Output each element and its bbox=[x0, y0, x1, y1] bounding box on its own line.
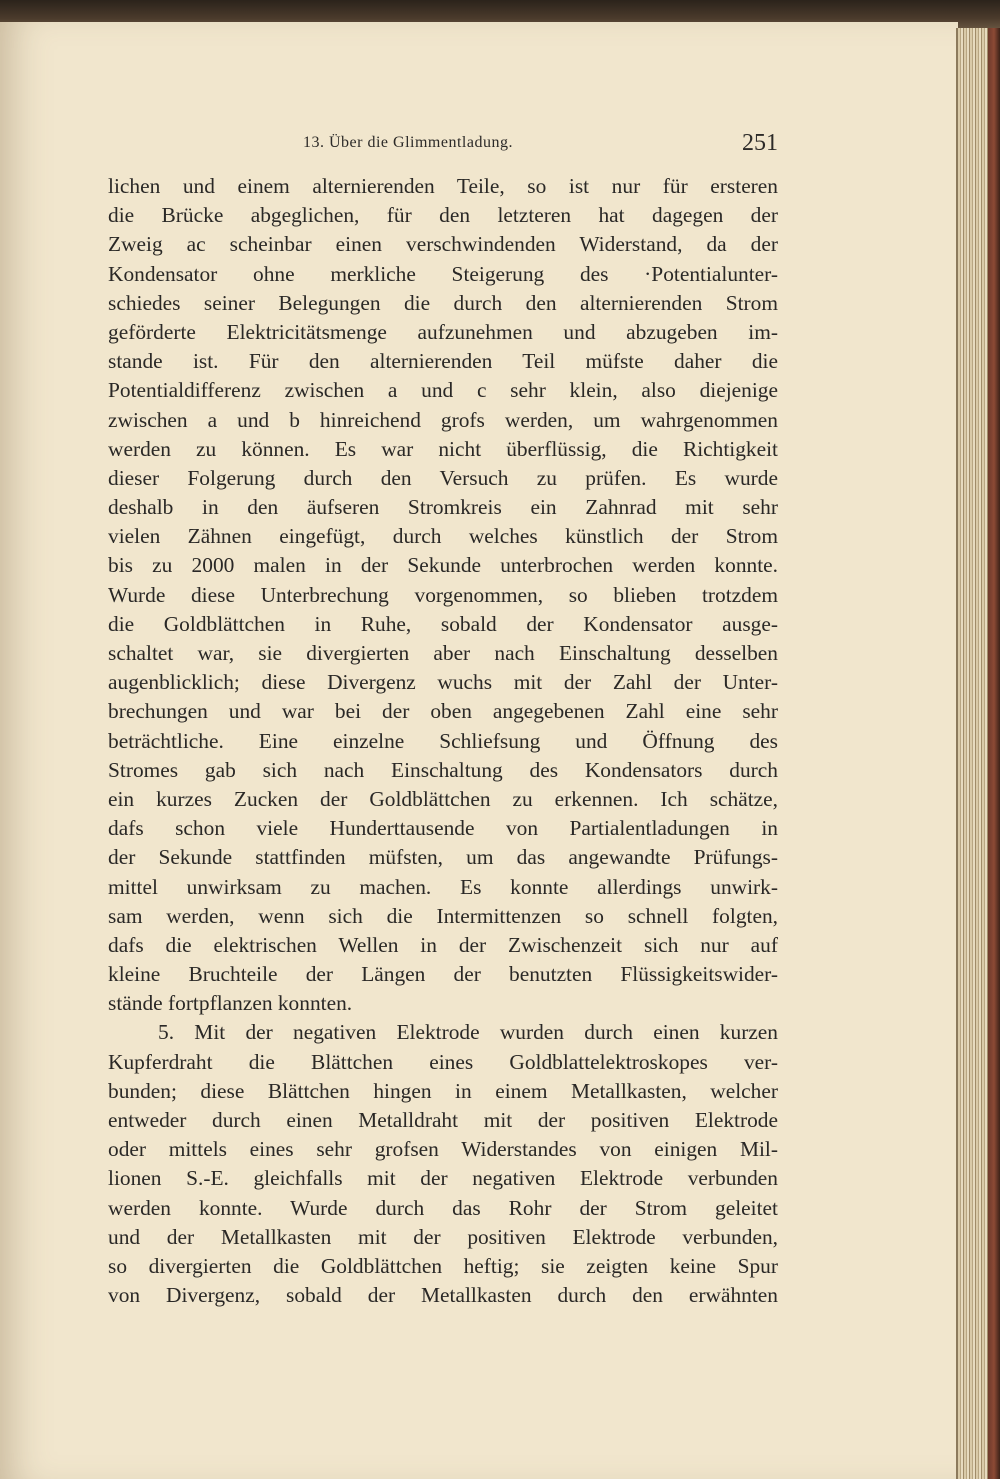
text-line: dieser Folgerung durch den Versuch zu prüfen. Es wurde bbox=[108, 465, 778, 490]
running-head: 13. Über die Glimmentladung. bbox=[303, 134, 513, 151]
page-number: 251 bbox=[742, 130, 778, 156]
text-line: sam werden, wenn sich die Intermittenzen so schnell folgten, bbox=[108, 903, 778, 928]
text-line: die Brücke abgeglichen, für den letzteren hat dagegen der bbox=[108, 203, 778, 228]
text-line: oder mittels eines sehr grofsen Widerstandes von einigen Mil- bbox=[108, 1137, 778, 1162]
text-line: dafs die elektrischen Wellen in der Zwischenzeit sich nur auf bbox=[108, 932, 778, 957]
text-line: lionen S.-E. gleichfalls mit der negativen Elektrode verbunden bbox=[108, 1166, 778, 1191]
text-line: Potentialdifferenz zwischen a und c sehr klein, also diejenige bbox=[108, 378, 778, 403]
text-line: schaltet war, sie divergierten aber nach Einschaltung desselben bbox=[108, 641, 778, 665]
text-line: deshalb in den äufseren Stromkreis ein Zahnrad mit sehr bbox=[108, 495, 778, 520]
page-header bbox=[108, 130, 778, 166]
text-line: geförderte Elektricitätsmenge aufzunehmen und abzugeben im- bbox=[108, 319, 778, 344]
text-line: kleine Bruchteile der Längen der benutzten Flüssigkeitswider- bbox=[108, 962, 778, 987]
body-text bbox=[108, 172, 778, 1310]
text-line: von Divergenz, sobald der Metallkasten durch den erwähnten bbox=[108, 1283, 778, 1308]
text-line: so divergierten die Goldblättchen heftig; sie zeigten keine Spur bbox=[108, 1253, 778, 1278]
text-line: Stromes gab sich nach Einschaltung des Kondensators durch bbox=[108, 757, 778, 782]
text-line: Kondensator ohne merkliche Steigerung des ·Potentialunter- bbox=[108, 261, 778, 286]
text-line: Kupferdraht die Blättchen eines Goldblattelektroskopes ver- bbox=[108, 1049, 778, 1074]
text-line: zwischen a und b hinreichend grofs werden, um wahrgenommen bbox=[108, 407, 778, 432]
text-line: der Sekunde stattfinden müfsten, um das angewandte Prüfungs- bbox=[108, 845, 778, 870]
text-line: bis zu 2000 malen in der Sekunde unterbrochen werden konnte. bbox=[108, 553, 778, 578]
text-line: stande ist. Für den alternierenden Teil müfste daher die bbox=[108, 349, 778, 374]
text-line: stände fortpflanzen konnten. bbox=[108, 991, 353, 1016]
text-line: dafs schon viele Hunderttausende von Partialentladungen in bbox=[108, 816, 778, 841]
text-line: bunden; diese Blättchen hingen in einem Metallkasten, welcher bbox=[108, 1078, 778, 1103]
text-line: und der Metallkasten mit der positiven Elektrode verbunden, bbox=[108, 1224, 778, 1249]
text-line: lichen und einem alternierenden Teile, so ist nur für ersteren bbox=[108, 174, 778, 198]
text-line: vielen Zähnen eingefügt, durch welches künstlich der Strom bbox=[108, 524, 778, 549]
book-cover-edge bbox=[988, 28, 1000, 1479]
text-line: augenblicklich; diese Divergenz wuchs mit der Zahl der Unter- bbox=[108, 670, 778, 695]
text-line: werden konnte. Wurde durch das Rohr der Strom geleitet bbox=[108, 1195, 778, 1220]
text-line: schiedes seiner Belegungen die durch den alternierenden Strom bbox=[108, 290, 778, 315]
text-line: beträchtliche. Eine einzelne Schliefsung und Öffnung des bbox=[108, 728, 778, 753]
text-line: ein kurzes Zucken der Goldblättchen zu erkennen. Ich schätze, bbox=[108, 786, 778, 811]
text-line: Zweig ac scheinbar einen verschwindenden Widerstand, da der bbox=[108, 232, 778, 257]
text-line: werden zu können. Es war nicht überflüssig, die Richtigkeit bbox=[108, 436, 778, 461]
paragraph-start: 5. Mit der negativen Elektrode wurden durch einen kurzen bbox=[158, 1020, 778, 1045]
text-line: brechungen und war bei der oben angegebenen Zahl eine sehr bbox=[108, 699, 778, 724]
text-line: die Goldblättchen in Ruhe, sobald der Kondensator ausge- bbox=[108, 611, 778, 636]
text-line: Wurde diese Unterbrechung vorgenommen, so blieben trotzdem bbox=[108, 582, 778, 607]
text-line: mittel unwirksam zu machen. Es konnte allerdings unwirk- bbox=[108, 874, 778, 899]
text-line: entweder durch einen Metalldraht mit der positiven Elektrode bbox=[108, 1108, 778, 1132]
